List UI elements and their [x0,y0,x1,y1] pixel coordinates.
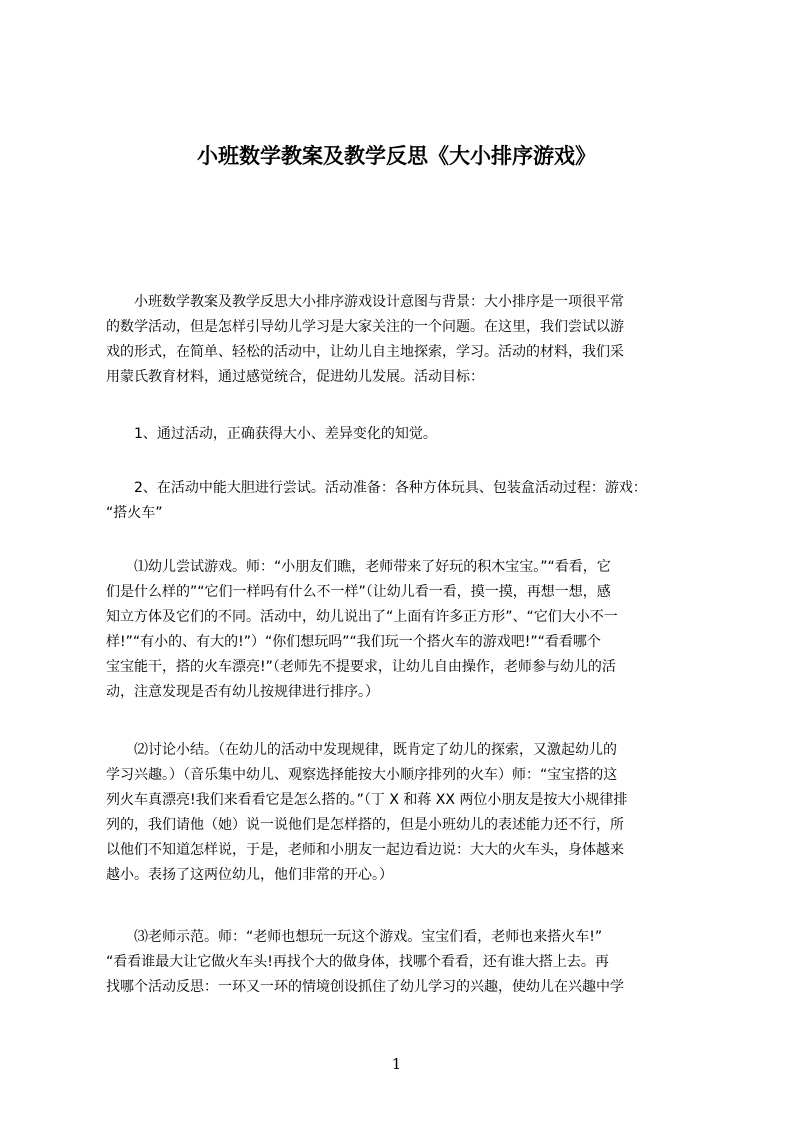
document-title: 小班数学教案及教学反思《大小排序游戏》 [197,144,596,168]
paragraph-step-2 [106,738,696,888]
paragraph-line: 戏的形式，在简单、轻松的活动中，让幼儿自主地探索，学习。活动的材料，我们采 [106,344,624,360]
paragraph-line: ⑴幼儿尝试游戏。师：“小朋友们瞧，老师带来了好玩的积木宝宝。”“看看，它 [106,559,611,575]
paragraph-line: 学习兴趣。）（音乐集中幼儿、观察选择能按大小顺序排列的火车）师：“宝宝搭的这 [106,767,618,783]
paragraph-step-1 [106,555,696,705]
paragraph-line: 的数学活动，但是怎样引导幼儿学习是大家关注的一个问题。在这里，我们尝试以游 [106,319,624,335]
paragraph-line: 们是什么样的”“它们一样吗有什么不一样”（让幼儿看一看，摸一摸，再想一想，感 [106,584,611,600]
paragraph-line: 样!”“有小的、有大的!”）“你们想玩吗”“我们玩一个搭火车的游戏吧!”“看看哪个 [106,634,601,650]
paragraph-line: 列的，我们请他（她）说一说他们是怎样搭的，但是小班幼儿的表述能力还不行，所 [106,817,624,833]
paragraph-goal-1 [106,422,696,447]
page-number: 1 [391,1055,402,1073]
paragraph-line: 1、通过活动，正确获得大小、差异变化的知觉。 [106,426,437,442]
paragraph-line: 宝宝能干，搭的火车漂亮!”（老师先不提要求，让幼儿自由操作，老师参与幼儿的活 [106,659,616,675]
paragraph-goal-2 [106,476,696,526]
paragraph-line: 用蒙氏教育材料，通过感觉统合，促进幼儿发展。活动目标： [106,369,484,385]
paragraph-line: ⑶老师示范。师：“老师也想玩一玩这个游戏。宝宝们看，老师也来搭火车!” [106,929,603,945]
paragraph-line: 以他们不知道怎样说，于是，老师和小朋友一起边看边说：大大的火车头，身体越来 [106,842,624,858]
paragraph-line: “搭火车” [106,505,163,521]
paragraph-line: 找哪个活动反思：一环又一环的情境创设抓住了幼儿学习的兴趣，使幼儿在兴趣中学 [106,979,624,995]
paragraph-line: 动，注意发现是否有幼儿按规律进行排序。） [106,684,379,700]
paragraph-intro [106,290,696,390]
paragraph-line: 知立方体及它们的不同。活动中，幼儿说出了“上面有许多正方形”、“它们大小不一 [106,609,618,625]
paragraph-line: 列火车真漂亮!我们来看看它是怎么搭的。”（丁 X 和蒋 XX 两位小朋友是按大小规律排 [106,792,628,808]
paragraph-line: 2、在活动中能大胆进行尝试。活动准备：各种方体玩具、包装盒活动过程：游戏： [106,480,647,496]
paragraph-line: 小班数学教案及教学反思大小排序游戏设计意图与背景：大小排序是一项很平常 [106,294,624,310]
paragraph-line: 越小。表扬了这两位幼儿，他们非常的开心。） [106,867,393,883]
paragraph-line: “看看谁最大让它做火车头!再找个大的做身体，找哪个看看，还有谁大搭上去。再 [106,954,609,970]
paragraph-line: ⑵讨论小结。（在幼儿的活动中发现规律，既肯定了幼儿的探索，又激起幼儿的 [106,742,617,758]
paragraph-step-3 [106,925,696,1000]
